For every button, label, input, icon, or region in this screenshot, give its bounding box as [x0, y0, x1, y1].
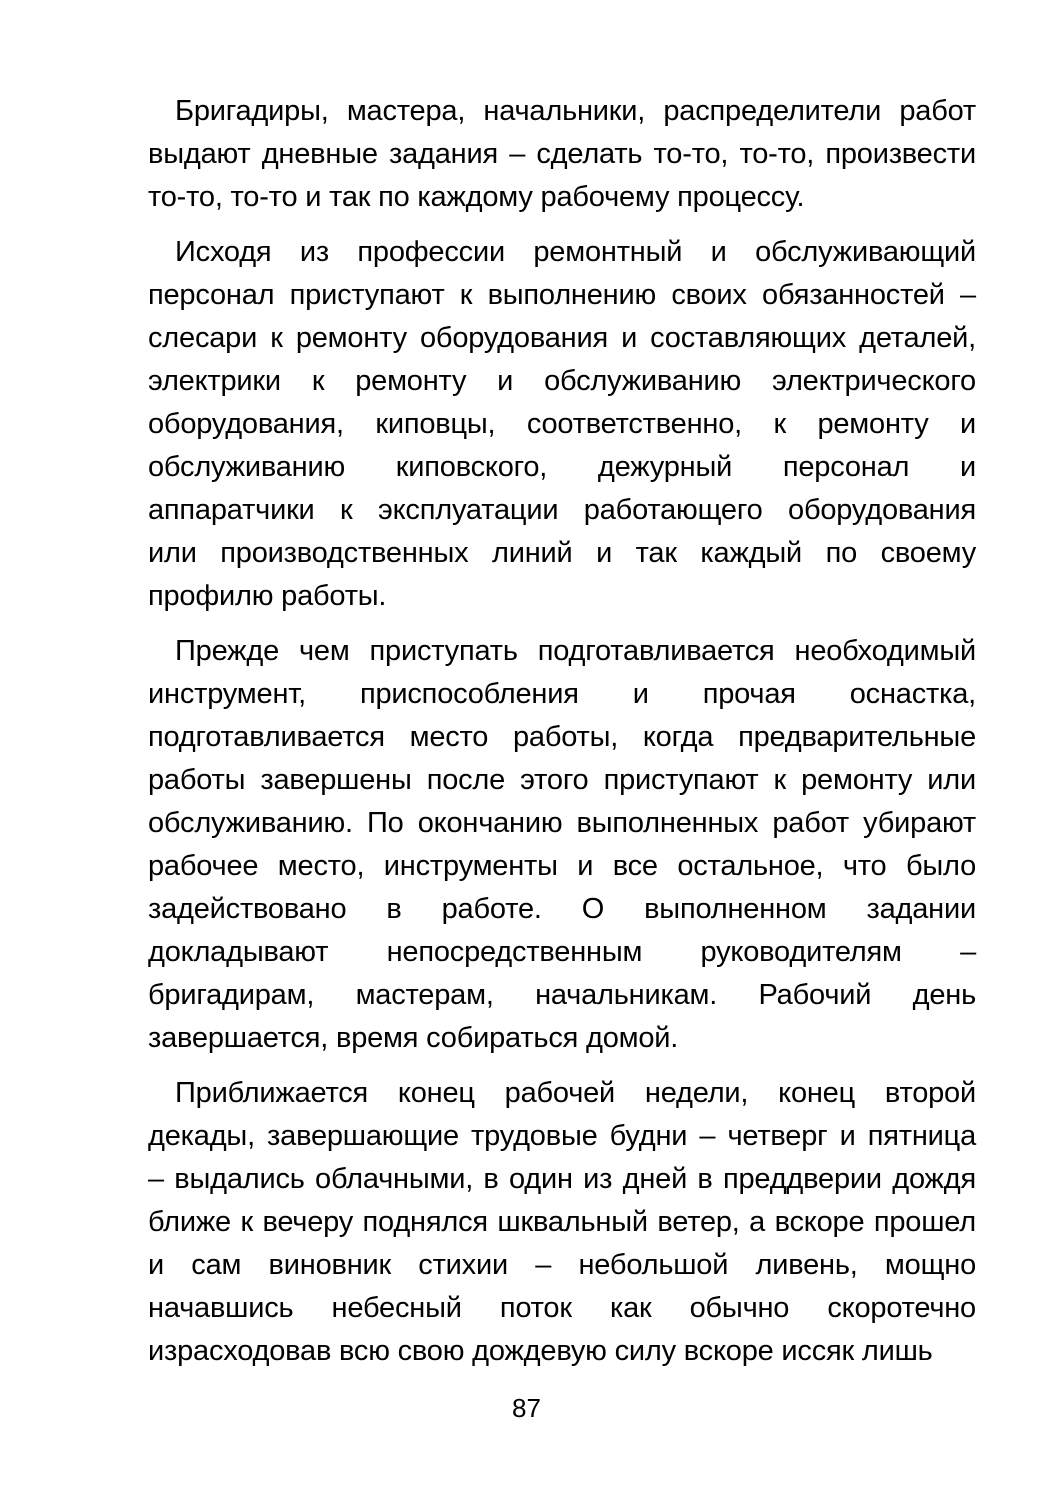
- text-line: обслуживанию. По окончанию выполненных работ убирают: [148, 807, 976, 839]
- text-line: бригадирам, мастерам, начальникам. Рабочий день: [148, 979, 976, 1011]
- text-line: Бригадиры, мастера, начальники, распределители работ: [175, 95, 976, 127]
- text-line: начавшись небесный поток как обычно скоротечно: [148, 1292, 976, 1324]
- paragraph: [148, 630, 976, 1060]
- text-line: Прежде чем приступать подготавливается необходимый: [175, 635, 976, 667]
- text-line: слесари к ремонту оборудования и составляющих деталей,: [148, 322, 976, 354]
- paragraph: [148, 231, 976, 618]
- text-line: профилю работы.: [148, 580, 387, 612]
- text-line: аппаратчики к эксплуатации работающего оборудования: [148, 494, 976, 526]
- text-line: и сам виновник стихии – небольшой ливень, мощно: [148, 1249, 976, 1281]
- text-line: персонал приступают к выполнению своих обязанностей –: [148, 279, 976, 311]
- text-line: инструмент, приспособления и прочая оснастка,: [148, 678, 976, 710]
- text-line: подготавливается место работы, когда предварительные: [148, 721, 976, 753]
- text-line: то-то, то-то и так по каждому рабочему процессу.: [148, 181, 805, 213]
- text-line: электрики к ремонту и обслуживанию электрического: [148, 365, 976, 397]
- text-line: Исходя из профессии ремонтный и обслуживающий: [175, 236, 976, 268]
- text-line: завершается, время собираться домой.: [148, 1022, 679, 1054]
- text-line: рабочее место, инструменты и все остальное, что было: [148, 850, 976, 882]
- text-line: или производственных линий и так каждый по своему: [148, 537, 976, 569]
- text-line: израсходовав всю свою дождевую силу вскоре иссяк лишь: [148, 1335, 933, 1367]
- text-line: декады, завершающие трудовые будни – четверг и пятница: [148, 1120, 976, 1152]
- text-line: – выдались облачными, в один из дней в преддверии дождя: [148, 1163, 976, 1195]
- page-number: 87: [512, 1393, 541, 1423]
- text-line: задействовано в работе. О выполненном задании: [148, 893, 976, 925]
- text-line: выдают дневные задания – сделать то-то, то-то, произвести: [148, 138, 976, 170]
- text-line: оборудования, киповцы, соответственно, к ремонту и: [148, 408, 976, 440]
- text-line: обслуживанию киповского, дежурный персонал и: [148, 451, 976, 483]
- page-text-block: [148, 90, 976, 1385]
- text-line: Приближается конец рабочей недели, конец второй: [175, 1077, 976, 1109]
- paragraph: [148, 90, 976, 219]
- paragraph: [148, 1072, 976, 1373]
- text-line: докладывают непосредственным руководителям –: [148, 936, 976, 968]
- text-line: работы завершены после этого приступают к ремонту или: [148, 764, 976, 796]
- text-line: ближе к вечеру поднялся шквальный ветер, а вскоре прошел: [148, 1206, 976, 1238]
